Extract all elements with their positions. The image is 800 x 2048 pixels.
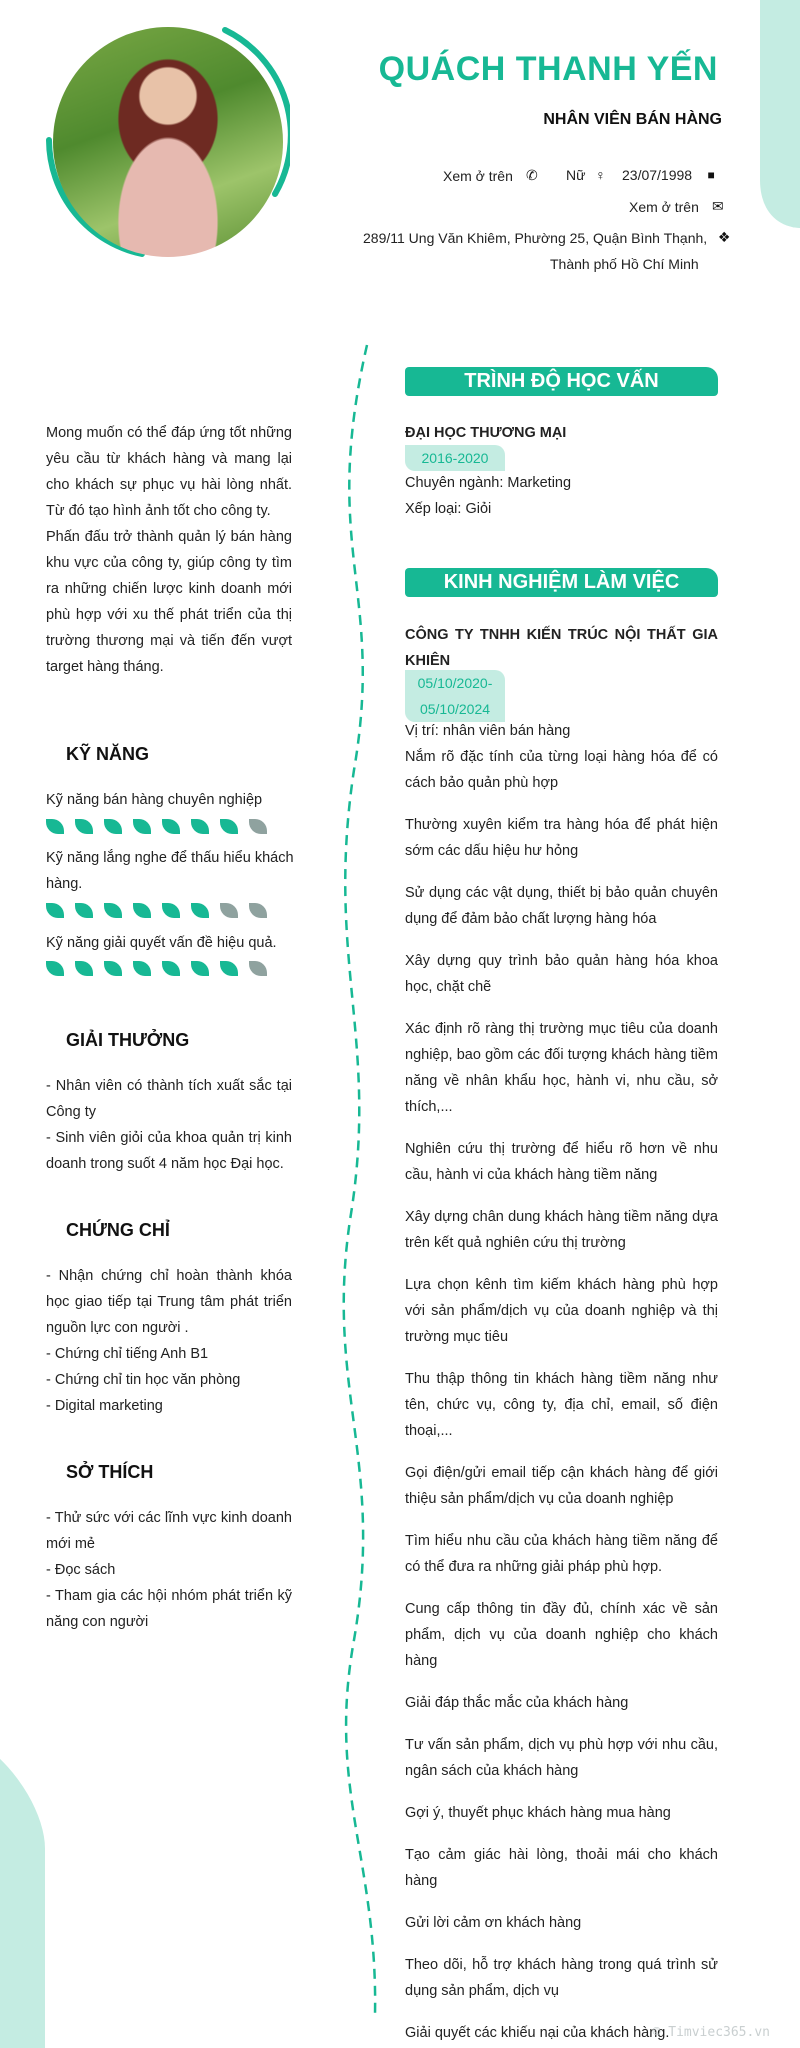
skill-leaf-icon: [249, 961, 267, 976]
hobbies-list: [46, 1505, 292, 1635]
column-divider: [330, 340, 390, 2020]
skill-leaf-icon: [75, 819, 93, 834]
footer-watermark: © Timviec365.vn: [652, 2025, 770, 2040]
experience-heading: KINH NGHIỆM LÀM VIỆC: [405, 568, 718, 597]
hobby-item: - Đọc sách: [46, 1562, 116, 1578]
duty-item: Theo dõi, hỗ trợ khách hàng trong quá trình sử dụng sản phẩm, dịch vụ: [405, 1957, 718, 1999]
certificates-heading: CHỨNG CHỈ: [66, 1220, 170, 1240]
certificate-item: - Chứng chỉ tiếng Anh B1: [46, 1346, 209, 1362]
duty-item: Xây dựng quy trình bảo quản hàng hóa khoa học, chặt chẽ: [405, 953, 718, 995]
address-row-2: [550, 256, 699, 272]
envelope-icon: ✉: [712, 198, 724, 214]
hobby-item: - Thử sức với các lĩnh vực kinh doanh mới mẻ: [46, 1510, 292, 1552]
skills-heading: KỸ NĂNG: [66, 744, 150, 764]
company-name: CÔNG TY TNHH KIẾN TRÚC NỘI THẤT GIA KHIÊN: [405, 627, 718, 669]
skill-label-3: Kỹ năng giải quyết vấn đề hiệu quả.: [46, 935, 277, 951]
hobby-item: - Tham gia các hội nhóm phát triển kỹ năng con người: [46, 1588, 292, 1630]
duty-item: Xác định rõ ràng thị trường mục tiêu của doanh nghiệp, bao gồm các đối tượng khách hàng tiềm năng về nhân khẩu học, hành vi, nhu cầu, sở thích,...: [405, 1021, 718, 1115]
skill-label-2: Kỹ năng lắng nghe để thấu hiểu khách hàng.: [46, 850, 294, 892]
duty-item: Nắm rõ đặc tính của từng loại hàng hóa để có cách bảo quản phù hợp: [405, 749, 718, 791]
skill-leaf-icon: [162, 903, 180, 918]
duty-item: Giải quyết các khiếu nại của khách hàng.: [405, 2025, 670, 2041]
duty-item: Tìm hiểu nhu cầu của khách hàng tiềm năng để có thể đưa ra những giải pháp phù hợp.: [405, 1533, 718, 1575]
skill-leaf-icon: [191, 903, 209, 918]
awards-heading: GIẢI THƯỞNG: [66, 1030, 190, 1050]
skill-leaf-icon: [220, 819, 238, 834]
gender-row: [566, 167, 609, 183]
skill-leaf-icon: [46, 961, 64, 976]
duty-item: Xây dựng chân dung khách hàng tiềm năng dựa trên kết quả nghiên cứu thị trường: [405, 1209, 718, 1251]
objective-paragraph-1: Mong muốn có thể đáp ứng tốt những yêu cầu từ khách hàng và mang lại cho khách sự phục vụ hài lòng nhất. Từ đó tạo hình ảnh tốt cho công ty.: [46, 425, 292, 519]
education-major: Chuyên ngành: Marketing: [405, 475, 572, 491]
birthday-value: 23/07/1998: [622, 167, 693, 183]
certificate-item: - Chứng chỉ tin học văn phòng: [46, 1372, 241, 1388]
employment-dates: [405, 670, 505, 722]
birthday-row: [622, 167, 720, 183]
avatar-frame: [40, 22, 290, 262]
address-row: [363, 229, 733, 246]
skill-leaf-icon: [75, 903, 93, 918]
skill-leaf-icon: [191, 819, 209, 834]
education-rank: Xếp loại: Giỏi: [405, 501, 492, 517]
candidate-name: QUÁCH THANH YẾN: [378, 50, 718, 88]
skill-leaf-icon: [162, 819, 180, 834]
award-item: - Sinh viên giỏi của khoa quản trị kinh doanh trong suốt 4 năm học Đại học.: [46, 1130, 292, 1172]
skill-label-1: Kỹ năng bán hàng chuyên nghiệp: [46, 792, 263, 808]
skill-leaf-icon: [220, 961, 238, 976]
certificates-list: [46, 1263, 292, 1419]
skill-leaf-icon: [133, 819, 151, 834]
duty-item: Tạo cảm giác hài lòng, thoải mái cho khách hàng: [405, 1847, 718, 1889]
duty-item: Lựa chọn kênh tìm kiếm khách hàng phù hợp với sản phẩm/dịch vụ của doanh nghiệp và thị trường mục tiêu: [405, 1277, 718, 1345]
skill-leaf-icon: [162, 961, 180, 976]
objective-paragraph-2: Phấn đấu trở thành quản lý bán hàng khu vực của công ty, giúp công ty tìm ra những chiến lược kinh doanh mới phù hợp với xu thế phát triển của thị trường thương mại và tiến đến vượt target hàng tháng.: [46, 529, 292, 675]
skill-leaf-icon: [104, 961, 122, 976]
duty-item: Gọi điện/gửi email tiếp cận khách hàng để giới thiệu sản phẩm/dịch vụ của doanh nghiệp: [405, 1465, 718, 1507]
gender-value: Nữ: [566, 167, 586, 183]
duty-item: Gợi ý, thuyết phục khách hàng mua hàng: [405, 1805, 671, 1821]
duty-list: [405, 744, 718, 2048]
skill-leaf-icon: [220, 903, 238, 918]
duty-item: Tư vấn sản phẩm, dịch vụ phù hợp với nhu cầu, ngân sách của khách hàng: [405, 1737, 718, 1779]
phone-icon: ✆: [526, 167, 538, 183]
skill-leaf-icon: [75, 961, 93, 976]
awards-list: [46, 1073, 292, 1177]
date-to: 05/10/2024: [419, 701, 491, 717]
map-icon: ❖: [717, 229, 731, 245]
skill-rating-1: [46, 819, 267, 834]
corner-decoration-bottom-left: [0, 1715, 45, 2048]
skill-leaf-icon: [104, 903, 122, 918]
duty-item: Cung cấp thông tin đầy đủ, chính xác về sản phẩm, dịch vụ của doanh nghiệp cho khách hàng: [405, 1601, 718, 1669]
job-title: NHÂN VIÊN BÁN HÀNG: [543, 111, 722, 128]
skill-leaf-icon: [133, 903, 151, 918]
skill-leaf-icon: [191, 961, 209, 976]
certificate-item: - Nhận chứng chỉ hoàn thành khóa học giao tiếp tại Trung tâm phát triển nguồn lực con người .: [46, 1268, 292, 1336]
job-role: Vị trí: nhân viên bán hàng: [405, 723, 571, 739]
address-line-1: 289/11 Ung Văn Khiêm, Phường 25, Quận Bình Thạnh,: [363, 229, 708, 246]
phone-row: [443, 167, 541, 184]
duty-item: Giải đáp thắc mắc của khách hàng: [405, 1695, 629, 1711]
skill-leaf-icon: [104, 819, 122, 834]
education-years: 2016-2020: [405, 445, 505, 471]
duty-item: Sử dụng các vật dụng, thiết bị bảo quản chuyên dụng để đảm bảo chất lượng hàng hóa: [405, 885, 718, 927]
career-objective: [46, 420, 292, 680]
email-row: [629, 198, 727, 215]
phone-value: Xem ở trên: [443, 167, 513, 184]
skill-leaf-icon: [249, 819, 267, 834]
cake-icon: ■: [707, 168, 715, 182]
duty-item: Nghiên cứu thị trường để hiểu rõ hơn về nhu cầu, hành vi của khách hàng tiềm năng: [405, 1141, 718, 1183]
skill-leaf-icon: [249, 903, 267, 918]
duty-item: Thu thập thông tin khách hàng tiềm năng như tên, chức vụ, công ty, địa chỉ, email, số điện thoại,...: [405, 1371, 718, 1439]
award-item: - Nhân viên có thành tích xuất sắc tại Công ty: [46, 1078, 292, 1120]
skill-leaf-icon: [46, 819, 64, 834]
date-from: 05/10/2020-: [417, 675, 493, 691]
avatar: [53, 27, 283, 257]
female-icon: ♀: [595, 167, 606, 183]
school-name: ĐẠI HỌC THƯƠNG MẠI: [405, 425, 567, 441]
duty-item: Thường xuyên kiểm tra hàng hóa để phát hiện sớm các dấu hiệu hư hỏng: [405, 817, 718, 859]
corner-decoration-top-right: [760, 0, 800, 270]
skill-rating-3: [46, 961, 267, 976]
hobbies-heading: SỞ THÍCH: [66, 1462, 154, 1482]
education-heading: TRÌNH ĐỘ HỌC VẤN: [405, 367, 718, 396]
email-value: Xem ở trên: [629, 198, 699, 215]
skill-rating-2: [46, 903, 267, 918]
address-line-2: Thành phố Hồ Chí Minh: [550, 256, 699, 272]
certificate-item: - Digital marketing: [46, 1398, 163, 1414]
skill-leaf-icon: [133, 961, 151, 976]
duty-item: Gửi lời cảm ơn khách hàng: [405, 1915, 582, 1931]
skill-leaf-icon: [46, 903, 64, 918]
